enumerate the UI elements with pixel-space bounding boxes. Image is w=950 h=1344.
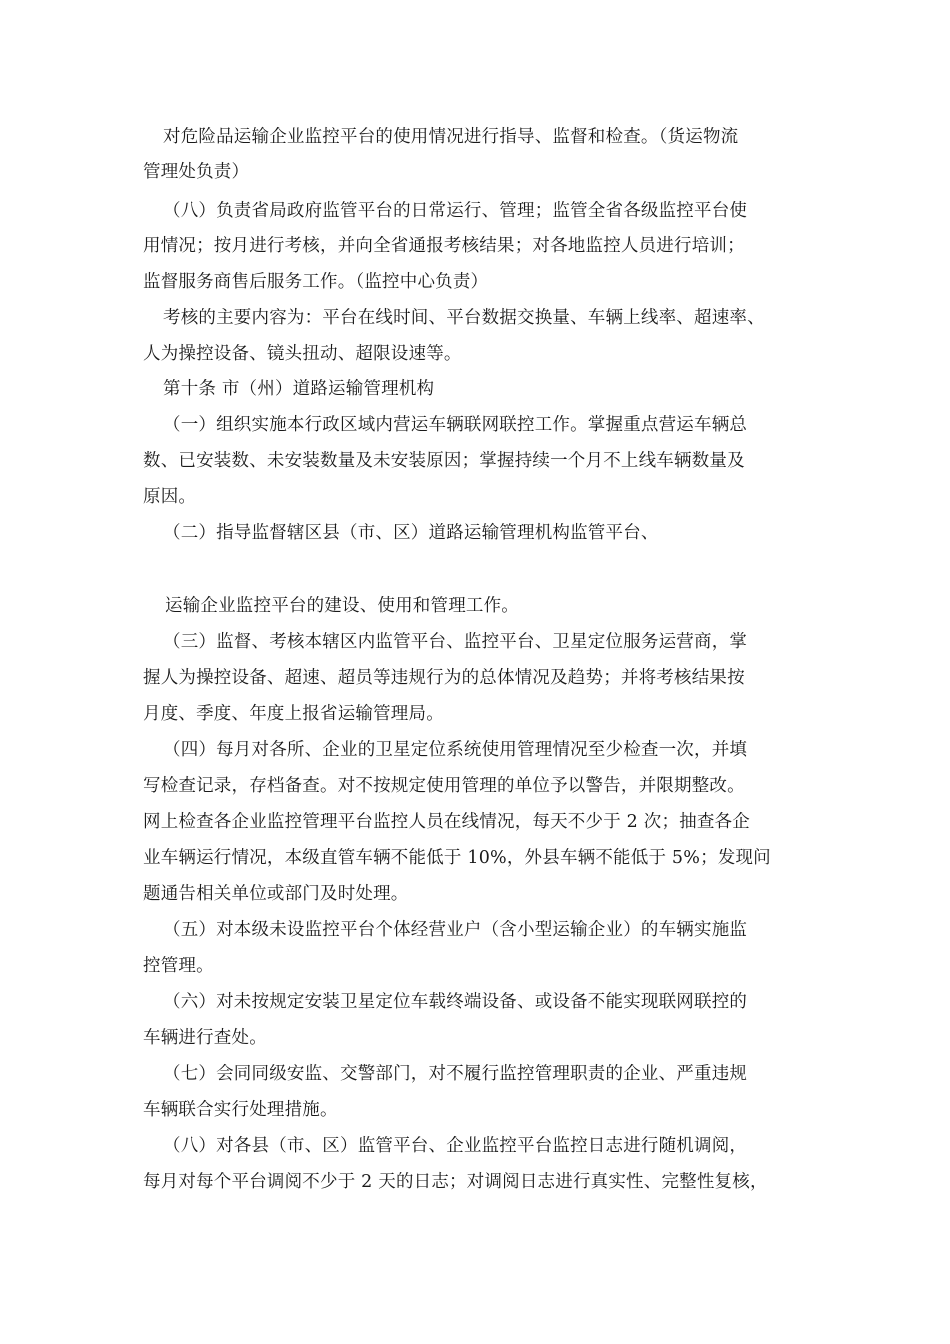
text-line: 原因。 [143,487,197,507]
text-line: 考核的主要内容为：平台在线时间、平台数据交换量、车辆上线率、超速率、 [163,308,765,328]
text-line: （八）负责省局政府监管平台的日常运行、管理；监管全省各级监控平台使 [163,201,748,221]
text-line: 车辆进行查处。 [143,1028,267,1048]
text-line: 数、已安装数、未安装数量及未安装原因；掌握持续一个月不上线车辆数量及 [143,451,745,471]
text-line: 对危险品运输企业监控平台的使用情况进行指导、监督和检查。（货运物流 [163,127,739,147]
text-line: 题通告相关单位或部门及时处理。 [143,884,409,904]
text-line: 车辆联合实行处理措施。 [143,1100,338,1120]
text-line: 月度、季度、年度上报省运输管理局。 [143,704,444,724]
text-line: 握人为操控设备、超速、超员等违规行为的总体情况及趋势；并将考核结果按 [143,668,745,688]
text-line: （四）每月对各所、企业的卫星定位系统使用管理情况至少检查一次，并填 [163,740,748,760]
text-line: 每月对每个平台调阅不少于 2 天的日志；对调阅日志进行真实性、完整性复核， [143,1172,768,1192]
text-line: 监督服务商售后服务工作。（监控中心负责） [143,272,489,292]
section-heading: 第十条 市（州）道路运输管理机构 [163,379,435,399]
text-line: 人为操控设备、镜头扭动、超限设速等。 [143,344,462,364]
text-line: 控管理。 [143,956,214,976]
text-line: （八）对各县（市、区）监管平台、企业监控平台监控日志进行随机调阅， [163,1136,748,1156]
text-line: 业车辆运行情况，本级直管车辆不能低于 10%，外县车辆不能低于 5%；发现问 [143,848,771,868]
text-line: 写检查记录，存档备查。对不按规定使用管理的单位予以警告，并限期整改。 [143,776,745,796]
text-line: （二）指导监督辖区县（市、区）道路运输管理机构监管平台、 [163,523,659,543]
text-line: 用情况；按月进行考核，并向全省通报考核结果；对各地监控人员进行培训； [143,236,745,256]
text-line: （五）对本级未设监控平台个体经营业户（含小型运输企业）的车辆实施监 [163,920,748,940]
text-line: 管理处负责） [143,162,250,182]
text-line: 网上检查各企业监控管理平台监控人员在线情况，每天不少于 2 次；抽查各企 [143,812,750,832]
text-line: （六）对未按规定安装卫星定位车载终端设备、或设备不能实现联网联控的 [163,992,748,1012]
text-line: （三）监督、考核本辖区内监管平台、监控平台、卫星定位服务运营商，掌 [163,632,748,652]
text-line: （一）组织实施本行政区域内营运车辆联网联控工作。掌握重点营运车辆总 [163,415,748,435]
text-line: 运输企业监控平台的建设、使用和管理工作。 [165,596,519,616]
text-line: （七）会同同级安监、交警部门，对不履行监控管理职责的企业、严重违规 [163,1064,748,1084]
